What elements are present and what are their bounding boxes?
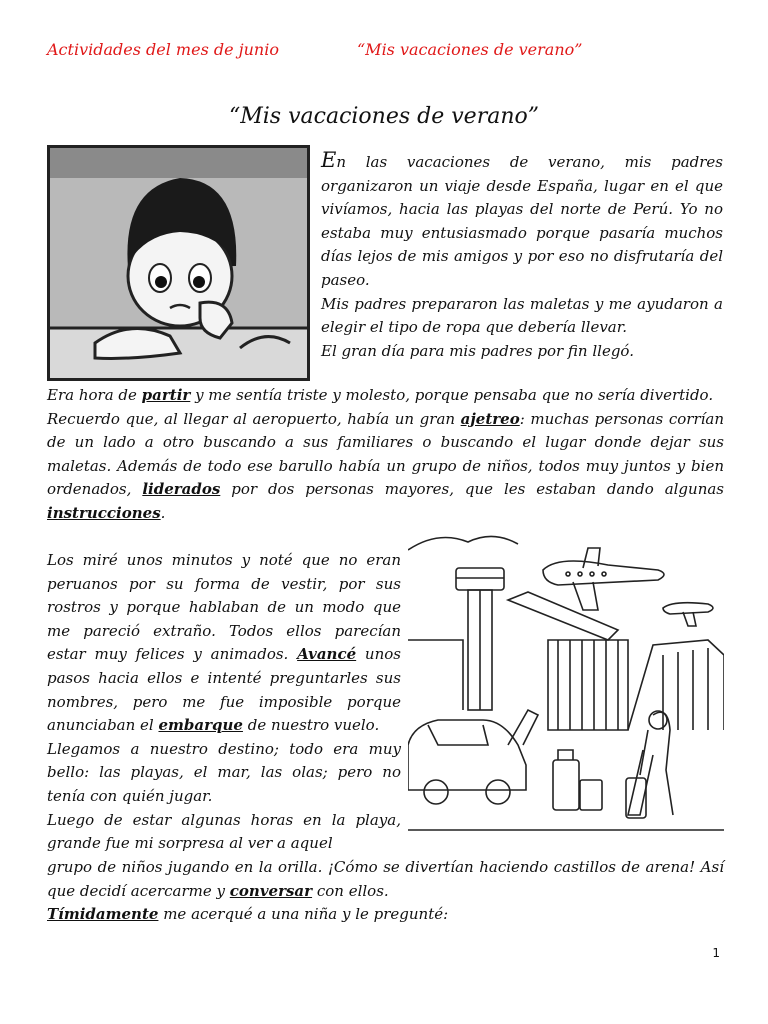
sandcastles-paragraph	[47, 856, 724, 903]
intro-text: n las vacaciones de verano, mis padres organizaron un viaje desde España, lugar en el que vivíamos, hacia las playas del norte de Perú. Yo no estaba muy entusiasmado porque pasaría muchos días lejos de mis amigos y por eso no disfrutaría del paseo.	[321, 153, 723, 289]
beach-paragraph: Luego de estar algunas horas en la playa, grande fue mi sorpresa al ver a aquel	[47, 810, 401, 853]
departure-day-paragraph: El gran día para mis padres por fin llegó.	[321, 341, 634, 360]
text-run: Era hora de	[47, 386, 142, 404]
sad-boy-illustration	[47, 145, 310, 381]
page-number: 1	[712, 946, 720, 960]
beach-continuation-text	[47, 856, 724, 927]
airport-drawing	[408, 530, 724, 832]
airport-illustration	[408, 530, 724, 832]
text-run: me acerqué a una niña y le pregunté:	[158, 905, 449, 924]
keyword-liderados: liderados	[142, 480, 221, 499]
narrow-story-column	[47, 549, 401, 856]
keyword-ajetreo: ajetreo	[460, 409, 520, 428]
text-run: : muchas personas corrían de un lado a otro buscando a sus familiares o buscando el lugar donde dejar sus maletas. Además de todo ese barullo había un grupo de niños, todos muy juntos y bien ordenados,	[47, 409, 725, 499]
story-title: “Mis vacaciones de verano”	[229, 104, 539, 129]
text-run: Los miré unos minutos y noté que no eran peruanos por su forma de vestir, por sus rostros y porque hablaban de un modo que me pareció extraño. Todos ellos parecían estar muy felices y animados.	[47, 551, 401, 664]
keyword-partir: partir	[141, 386, 191, 404]
keyword-avance: Avancé	[297, 645, 357, 664]
intro-paragraph	[321, 149, 723, 293]
header-story-title: “Mis vacaciones de verano”	[357, 40, 583, 59]
header-activity-label: Actividades del mes de junio	[47, 40, 279, 59]
shy-question-paragraph	[47, 903, 724, 927]
text-run: y me sentía triste y molesto, porque pensaba que no sería divertido.	[190, 386, 714, 404]
sad-boy-drawing	[50, 148, 307, 378]
text-run: por dos personas mayores, que les estaban dando algunas	[220, 480, 724, 499]
text-run: de nuestro vuelo.	[242, 716, 380, 735]
keyword-embarque: embarque	[158, 716, 243, 735]
destination-paragraph: Llegamos a nuestro destino; todo era muy bello: las playas, el mar, las olas; pero no tenía con quién jugar.	[47, 739, 401, 805]
intro-column	[321, 149, 723, 363]
text-run: grupo de niños jugando en la orilla. ¡Cómo se divertían haciendo castillos de arena! Así que decidí acercarme y	[47, 858, 724, 900]
keyword-timidamente: Tímidamente	[47, 905, 159, 924]
observing-children-paragraph	[47, 549, 401, 738]
text-run: unos pasos hacia ellos e intenté preguntarles sus nombres, pero me fue imposible porque anunciaban el	[47, 645, 401, 735]
packing-paragraph: Mis padres prepararon las maletas y me ayudaron a elegir el tipo de ropa que debería llevar.	[321, 294, 723, 337]
drop-initial: E	[321, 148, 337, 172]
departure-paragraph	[47, 384, 724, 408]
keyword-instrucciones: instrucciones	[47, 503, 161, 522]
keyword-conversar: conversar	[229, 881, 313, 900]
text-run: .	[160, 503, 166, 522]
text-run: con ellos.	[312, 881, 389, 900]
airport-paragraph	[47, 408, 724, 526]
text-run: Recuerdo que, al llegar al aeropuerto, había un gran	[47, 409, 461, 428]
airport-arrival-text	[47, 384, 724, 526]
